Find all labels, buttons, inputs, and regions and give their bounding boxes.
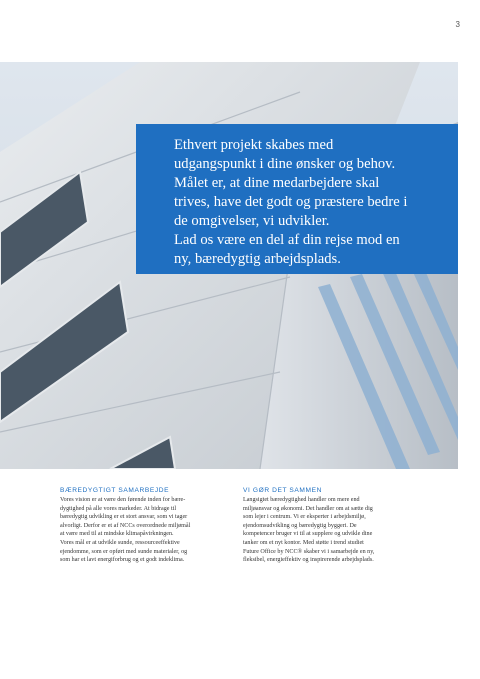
body-line: som lejer i centrum. Vi er eksperter i arbejdsmiljø, [243,514,366,521]
body-line: Future Office by NCC® skaber vi i samarbejde en ny, [243,548,375,555]
body-line: fleksibel, energieffektiv og inspirerende arbejdsplads. [243,557,374,564]
body-line: dygtighed på alle vores markeder. At bidrage til [60,505,177,512]
body-line: tanker om et nyt kontor. Med støtte i trend studiet [243,539,364,546]
quote-line: Lad os være en del af din rejse mod en [174,232,400,248]
body-line: Vores vision er at være den førende inden for bære- [60,497,186,503]
right-column [243,487,423,565]
left-column [60,487,240,565]
body-line: miljøansvar og økonomi. Det handler om at sætte dig [243,505,373,512]
body-line: at være med til at mindske klimapåvirkningen. [60,531,174,538]
quote-line: udgangspunkt i dine ønsker og behov. [174,156,396,172]
left-column-body [60,496,240,565]
right-column-body [243,496,423,565]
body-line: kompetencer bruger vi til at supplere og udvikle dine [243,531,373,538]
body-line: Langsigtet bæredygtighed handler om mere end [243,497,360,503]
quote-box [136,124,458,274]
quote-line: trives, have det godt og præstere bedre i [174,194,408,210]
body-line: Vores mål er at udvikle sunde, ressourceeffektive [60,539,180,546]
quote-line: de omgivelser, vi udvikler. [174,213,330,229]
quote-text [174,136,442,269]
body-line: alvorligt. Derfor er et af NCCs overordnede miljømål [60,522,191,529]
quote-line: Ethvert projekt skabes med [174,137,334,153]
body-line: bæredygtig udvikling er et stort ansvar, som vi tager [60,514,188,521]
page-number: 3 [455,20,460,29]
body-line: ejendomsudvikling og bæredygtig byggeri. De [243,522,357,529]
right-column-heading: VI GØR DET SAMMEN [243,487,322,494]
body-line: ejendomme, som er opført med sunde materialer, og [60,548,188,555]
left-column-heading: BÆREDYGTIGT SAMARBEJDE [60,487,170,494]
quote-line: Målet er, at dine medarbejdere skal [174,175,380,191]
quote-line: ny, bæredygtig arbejdsplads. [174,251,341,267]
body-line: som har et lavt energiforbrug og et godt indeklima. [60,557,185,564]
